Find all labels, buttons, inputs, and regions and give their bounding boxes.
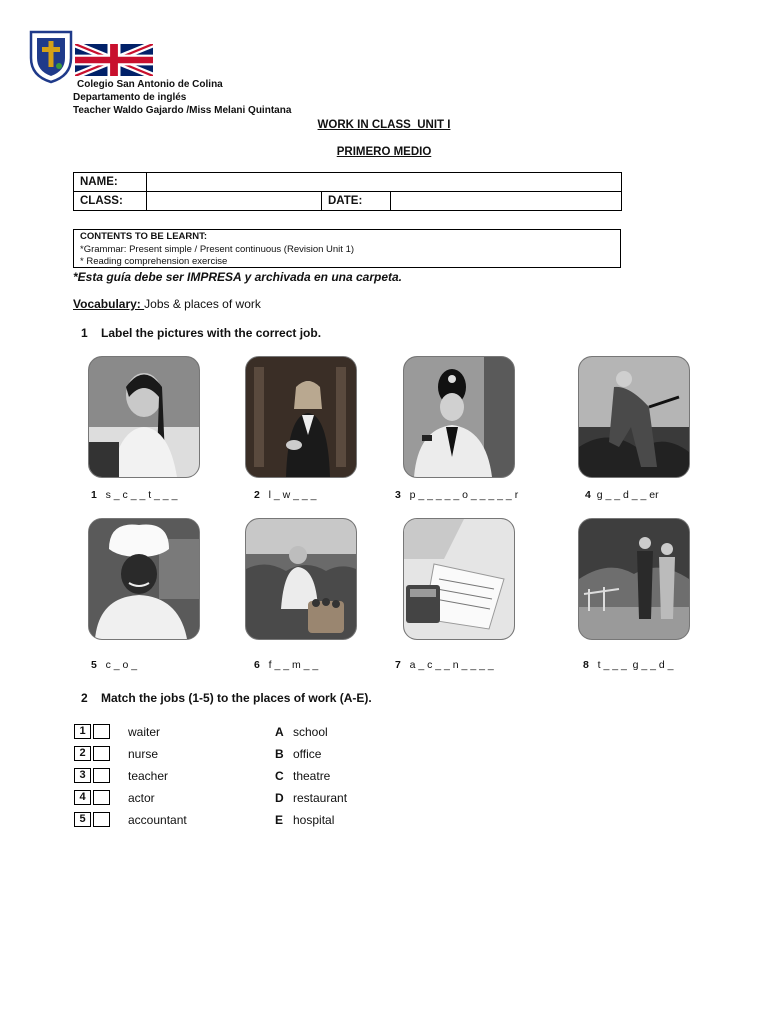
contents-title: CONTENTS TO BE LEARNT: xyxy=(80,231,208,242)
accountant-photo xyxy=(403,518,515,640)
lawyer-photo xyxy=(245,356,357,478)
place-letter: C xyxy=(275,769,284,783)
police-officer-photo xyxy=(403,356,515,478)
exercise1-instruction: 1 Label the pictures with the correct job. xyxy=(81,326,322,340)
class-field[interactable] xyxy=(147,192,322,211)
job-number-box: 1 xyxy=(74,724,91,739)
school-crest-logo xyxy=(28,26,74,84)
vocabulary-heading xyxy=(73,297,261,311)
vocabulary-label: Vocabulary: xyxy=(73,297,145,311)
class-label: CLASS: xyxy=(74,192,147,211)
date-label: DATE: xyxy=(322,192,391,211)
uk-flag-icon xyxy=(75,44,153,76)
school-name: Colegio San Antonio de Colina xyxy=(77,79,223,90)
contents-line-reading: * Reading comprehension exercise xyxy=(80,256,228,267)
place-label: school xyxy=(293,725,328,739)
place-label: restaurant xyxy=(293,791,348,805)
place-letter: B xyxy=(275,747,284,761)
job-number-box: 5 xyxy=(74,812,91,827)
answer-box[interactable] xyxy=(93,768,110,783)
job-label: accountant xyxy=(128,813,187,827)
answer-box[interactable] xyxy=(93,812,110,827)
place-label: office xyxy=(293,747,322,761)
place-label: hospital xyxy=(293,813,335,827)
job-number-box: 2 xyxy=(74,746,91,761)
place-letter: E xyxy=(275,813,284,827)
place-letter: A xyxy=(275,725,284,739)
clue-3: 3 p _ _ _ _ _ o _ _ _ _ _ r xyxy=(395,489,519,501)
department-name: Departamento de inglés xyxy=(73,92,187,103)
student-info-form xyxy=(73,172,622,211)
answer-box[interactable] xyxy=(93,746,110,761)
vocabulary-topic: Jobs & places of work xyxy=(144,297,261,311)
clue-7: 7 a _ c _ _ n _ _ _ _ xyxy=(395,659,494,671)
job-label: nurse xyxy=(128,747,159,761)
farmer-photo xyxy=(245,518,357,640)
name-label: NAME: xyxy=(74,173,147,192)
place-letter: D xyxy=(275,791,284,805)
gardener-photo xyxy=(578,356,690,478)
page-title: WORK IN CLASS UNIT I xyxy=(317,119,451,131)
date-field[interactable] xyxy=(391,192,622,211)
page-subtitle: PRIMERO MEDIO xyxy=(336,146,432,158)
cook-photo xyxy=(88,518,200,640)
job-number-box: 3 xyxy=(74,768,91,783)
clue-1: 1 s _ c _ _ t _ _ _ xyxy=(91,489,178,501)
job-label: actor xyxy=(128,791,155,805)
contents-box xyxy=(73,229,621,268)
clue-5: 5 c _ o _ xyxy=(91,659,138,671)
name-field[interactable] xyxy=(147,173,622,192)
clue-6: 6 f _ _ m _ _ xyxy=(254,659,319,671)
teacher-names: Teacher Waldo Gajardo /Miss Melani Quintana xyxy=(73,105,292,116)
contents-line-grammar: *Grammar: Present simple / Present continuous (Revision Unit 1) xyxy=(80,243,355,255)
clue-4: 4 g _ _ d _ _ er xyxy=(585,489,659,501)
job-label: teacher xyxy=(128,769,169,783)
print-note: *Esta guía debe ser IMPRESA y archivada en una carpeta. xyxy=(73,270,403,284)
answer-box[interactable] xyxy=(93,724,110,739)
exercise2-instruction: 2 Match the jobs (1-5) to the places of work (A-E). xyxy=(81,691,372,705)
place-label: theatre xyxy=(293,769,331,783)
secretary-photo xyxy=(88,356,200,478)
clue-8: 8 t _ _ _ g _ _ d _ xyxy=(583,659,674,671)
tour-guide-photo xyxy=(578,518,690,640)
job-label: waiter xyxy=(128,725,161,739)
job-number-box: 4 xyxy=(74,790,91,805)
clue-2: 2 l _ w _ _ _ xyxy=(254,489,317,501)
answer-box[interactable] xyxy=(93,790,110,805)
